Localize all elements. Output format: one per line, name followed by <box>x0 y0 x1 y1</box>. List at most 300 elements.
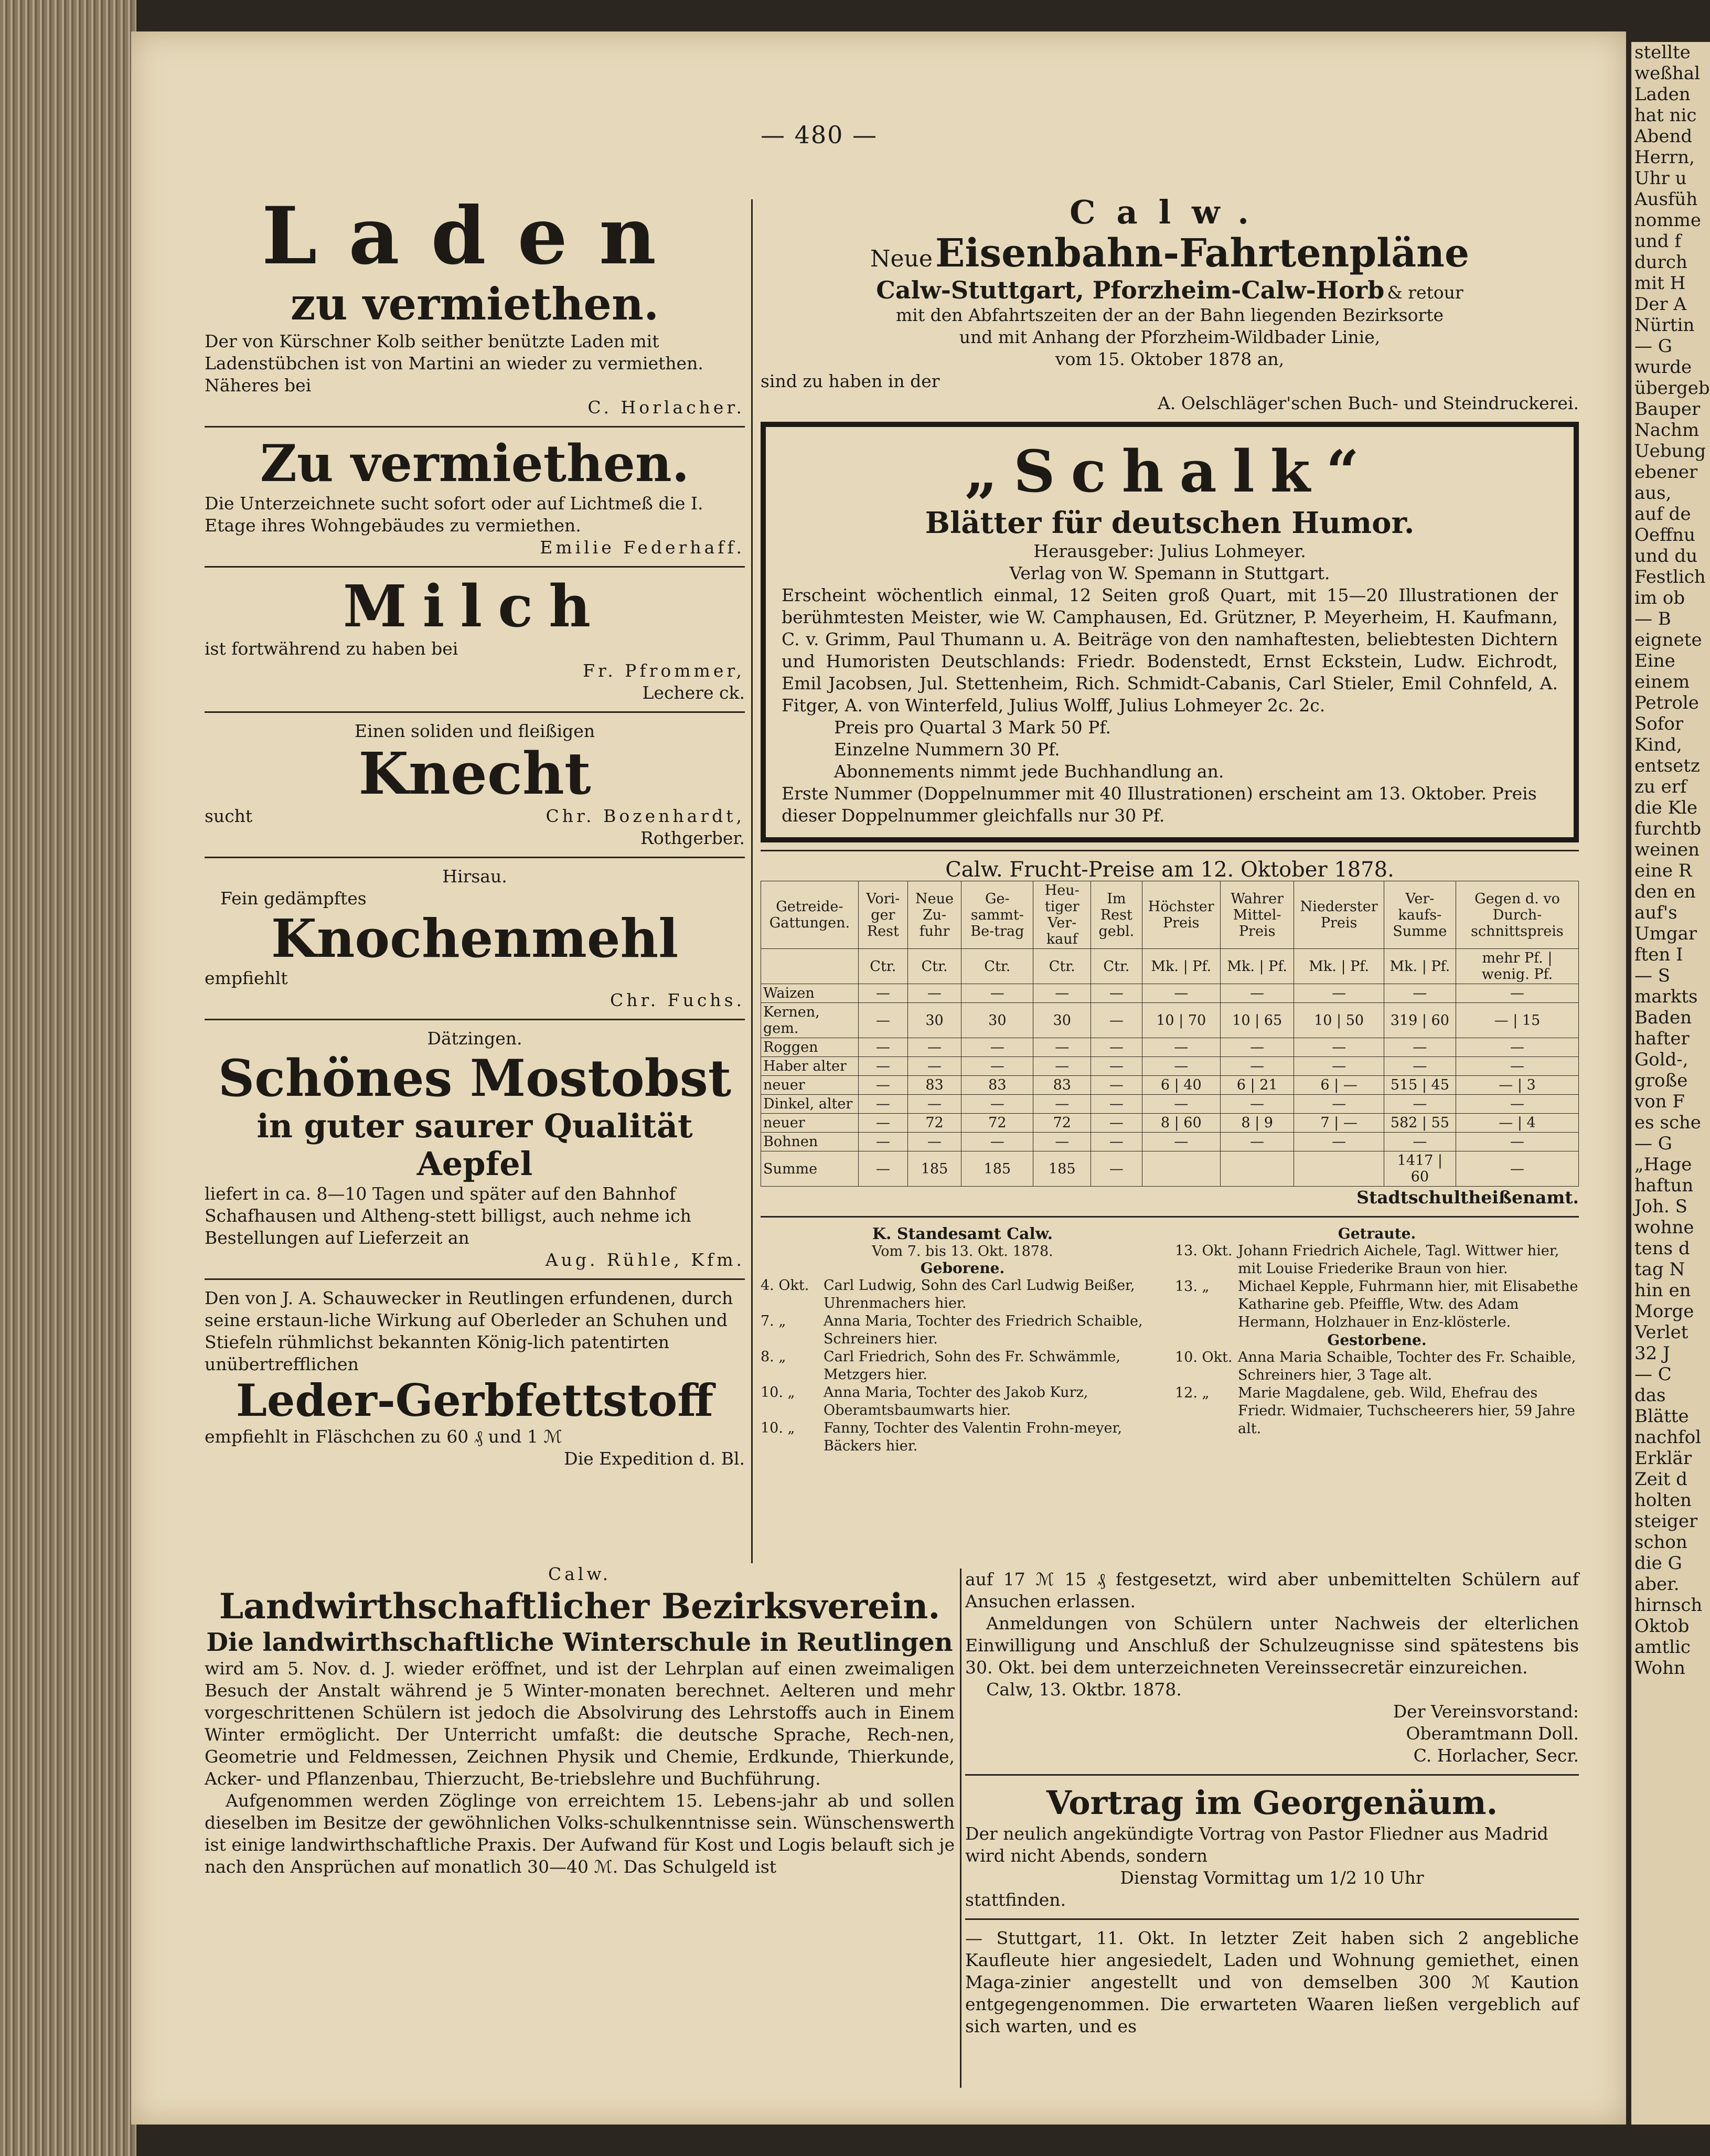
next-page-word: das <box>1634 1385 1666 1406</box>
stuttgart-text: — Stuttgart, 11. Okt. In letzter Zeit haben sich 2 angebliche Kaufleute hier angesiedelt, Laden und Wohnung gemiethet, einen Maga-zinier angestellt und von demselben 300 ℳ Kaution entgegengenommen. Die erwarteten Waaren ließen vergeblich auf sich warten, und es <box>965 1928 1579 2036</box>
ad-milch-sign2: Lechere ck. <box>642 682 745 703</box>
next-page-word: markts <box>1634 986 1698 1007</box>
divider <box>761 1216 1579 1218</box>
table-unit-cell: Ctr. <box>858 949 907 984</box>
table-cell: — <box>907 1095 961 1114</box>
next-page-word: furchtb <box>1634 818 1702 839</box>
winter-r2: Anmeldungen von Schülern unter Nachweis der elterlichen Einwilligung und Anschluß der Schulzeugnisse sind spätestens bis 30. Okt. bei dem unterzeichneten Vereinssecretär einzureichen. <box>965 1613 1579 1678</box>
table-unit-cell: Mk. | Pf. <box>1384 949 1456 984</box>
table-row <box>761 1133 1579 1151</box>
table-header-cell: Neue Zu-fuhr <box>907 881 961 949</box>
ad-schalk-p3: Abonnements nimmt jede Buchhandlung an. <box>834 761 1224 782</box>
winter-sign2: C. Horlacher, Secr. <box>1413 1745 1579 1766</box>
ad-zuverm-title: Zu vermiethen. <box>260 434 690 493</box>
next-page-word: weßhal <box>1634 63 1700 84</box>
list-item-date: 10. Okt. <box>1175 1349 1233 1365</box>
list-item-date: 7. „ <box>761 1313 786 1329</box>
ad-zuverm-text: Die Unterzeichnete sucht sofort oder auf Lichtmeß die I. Etage ihres Wohngebäudes zu vermiethen. <box>205 493 703 536</box>
ad-schalk-subtitle: Blätter für deutschen Humor. <box>925 506 1415 540</box>
next-page-word: übergeb <box>1634 378 1710 399</box>
ad-fahrt-calw: Calw. <box>1070 193 1270 231</box>
table-cell: Roggen <box>761 1038 859 1057</box>
next-page-word: große <box>1634 1070 1688 1091</box>
list-item <box>761 1277 1164 1312</box>
table-cell: — <box>1091 1057 1142 1076</box>
next-page-word: eignete <box>1634 629 1702 650</box>
next-page-word: hafter <box>1634 1028 1690 1049</box>
ad-most-sub2: Aepfel <box>416 1145 533 1183</box>
table-cell: — <box>1294 1133 1384 1151</box>
next-page-word: Gold-, <box>1634 1049 1688 1070</box>
winter-date: Calw, 13. Oktbr. 1878. <box>986 1679 1182 1700</box>
ad-knecht-sucht: sucht <box>205 806 253 826</box>
table-header-row <box>761 881 1579 949</box>
table-row <box>761 1076 1579 1095</box>
column-divider <box>751 199 753 1563</box>
table-header-cell: Im Rest gebl. <box>1091 881 1142 949</box>
next-page-fragment <box>1631 42 1710 2125</box>
table-row <box>761 1003 1579 1038</box>
table-cell: 8 | 60 <box>1142 1114 1220 1133</box>
table-unit-cell: Ctr. <box>907 949 961 984</box>
ad-knecht-pre: Einen soliden und fleißigen <box>354 721 595 741</box>
table-cell: — <box>1033 1133 1091 1151</box>
table-cell: — <box>1456 1095 1578 1114</box>
table-cell: — <box>907 984 961 1003</box>
table-cell: — <box>907 1133 961 1151</box>
book-page-edges <box>0 0 136 2156</box>
table-cell: Bohnen <box>761 1133 859 1151</box>
next-page-word: Zeit d <box>1634 1469 1687 1490</box>
table-cell: 515 | 45 <box>1384 1076 1456 1095</box>
vortrag-text: Der neulich angekündigte Vortrag von Pastor Fliedner aus Madrid wird nicht Abends, sondern <box>965 1823 1548 1866</box>
table-cell: Dinkel, alter <box>761 1095 859 1114</box>
stand-getraute: Getraute. <box>1338 1225 1416 1242</box>
table-cell: 83 <box>961 1076 1033 1095</box>
next-page-word: Bauper <box>1634 399 1701 420</box>
next-page-word: Nachm <box>1634 420 1700 441</box>
divider <box>205 1278 745 1280</box>
table-cell: 83 <box>1033 1076 1091 1095</box>
ad-schalk-verlag: Verlag von W. Spemann in Stuttgart. <box>1009 563 1330 583</box>
table-header-cell: Höchster Preis <box>1142 881 1220 949</box>
table-header-cell: Vori-ger Rest <box>858 881 907 949</box>
table-cell: — <box>1091 1151 1142 1187</box>
next-page-word: Oeffnu <box>1634 525 1695 546</box>
verein-calw: Calw. <box>548 1564 612 1584</box>
divider <box>761 850 1579 851</box>
ad-schalk-p2: Einzelne Nummern 30 Pf. <box>834 739 1060 760</box>
ad-knecht-title: Knecht <box>358 740 591 807</box>
ad-fahrt-line3: mit den Abfahrtszeiten der an der Bahn liegenden Bezirksorte <box>895 305 1444 325</box>
table-cell: 30 <box>1033 1003 1091 1038</box>
next-page-word: die G <box>1634 1553 1682 1574</box>
divider <box>205 426 745 428</box>
table-cell: — | 4 <box>1456 1114 1578 1133</box>
standesamt <box>761 1225 1579 1455</box>
table-cell <box>1142 1151 1220 1187</box>
table-cell: neuer <box>761 1076 859 1095</box>
next-page-word: Uhr u <box>1634 168 1687 189</box>
table-cell: — <box>1091 984 1142 1003</box>
list-item <box>761 1312 1164 1348</box>
table-cell: — <box>1033 1057 1091 1076</box>
table-row <box>761 1095 1579 1114</box>
table-cell: — <box>1142 1038 1220 1057</box>
table-cell: Summe <box>761 1151 859 1187</box>
ad-knochen-place: Hirsau. <box>442 866 507 887</box>
table-row <box>761 984 1579 1003</box>
table-unit-cell: Ctr. <box>1091 949 1142 984</box>
next-page-word: den en <box>1634 881 1696 902</box>
next-page-word: schon <box>1634 1532 1687 1553</box>
divider <box>205 1019 745 1020</box>
next-page-word: auf de <box>1634 504 1691 525</box>
next-page-word: Eine <box>1634 650 1675 671</box>
table-cell: 185 <box>961 1151 1033 1187</box>
table-cell: — <box>1384 1057 1456 1076</box>
next-page-word: im ob <box>1634 588 1685 609</box>
winter-p2: Aufgenommen werden Zöglinge von erreichtem 15. Lebens-jahr ab und sollen dieselben im Besitze der gewöhnlichen Volks-schulkenntnisse sein. Wünschenswerth ist einige landwirthschaftliche Praxis. Der Aufwand für Kost und Logis belauft sich je nach den Ansprüchen auf monatlich 30—40 ℳ. Das Schulgeld ist <box>205 1790 955 1877</box>
ad-schalk-p4: Erste Nummer (Doppelnummer mit 40 Illustrationen) erscheint am 13. Oktober. Preis dieser Doppelnummer gleichfalls nur 30 Pf. <box>782 783 1537 826</box>
next-page-word: einem <box>1634 671 1690 692</box>
next-page-word: Blätte <box>1634 1406 1689 1427</box>
next-page-word: durch <box>1634 252 1687 273</box>
next-page-word: mit H <box>1634 273 1686 294</box>
ad-laden-text: Der von Kürschner Kolb seither benützte Laden mit Ladenstübchen ist von Martini an wieder zu vermiethen. Näheres bei <box>205 331 703 396</box>
table-cell: 582 | 55 <box>1384 1114 1456 1133</box>
table-cell: — <box>1456 1038 1578 1057</box>
list-item-date: 10. „ <box>761 1384 795 1401</box>
ad-fahrt-line5: vom 15. Oktober 1878 an, <box>1055 349 1285 369</box>
table-cell: 7 | — <box>1294 1114 1384 1133</box>
next-page-word: Laden <box>1634 84 1691 105</box>
next-page-word: Nürtin <box>1634 315 1695 336</box>
ad-most-sub1: in guter saurer Qualität <box>256 1107 693 1145</box>
ad-most-sign: Aug. Rühle, Kfm. <box>545 1250 745 1270</box>
next-page-word: — S <box>1634 965 1671 986</box>
table-cell: — <box>1294 1095 1384 1114</box>
winter-sign1: Oberamtmann Doll. <box>1406 1723 1579 1744</box>
next-page-word: Abend <box>1634 126 1693 147</box>
ad-knecht-sign1: Chr. Bozenhardt, <box>546 806 745 826</box>
table-cell: — <box>1091 1114 1142 1133</box>
next-page-word: es sche <box>1634 1112 1701 1133</box>
next-page-word: wurde <box>1634 357 1692 378</box>
next-page-word: Uebung <box>1634 441 1706 462</box>
next-page-word: tens d <box>1634 1238 1690 1259</box>
divider <box>205 857 745 858</box>
next-page-word: ebener <box>1634 462 1698 483</box>
vortrag-title: Vortrag im Georgenäum. <box>1046 1784 1498 1822</box>
table-cell: — <box>1142 1133 1220 1151</box>
ad-fahrt-sign: A. Oelschläger'schen Buch- und Steindruckerei. <box>1157 393 1579 413</box>
frucht-title: Calw. Frucht-Preise am 12. Oktober 1878. <box>945 858 1394 882</box>
next-page-word: eine R <box>1634 860 1692 881</box>
ad-fahrt-title: Eisenbahn-Fahrtenpläne <box>935 231 1470 276</box>
next-page-word: zu erf <box>1634 776 1687 797</box>
next-page-word: entsetz <box>1634 755 1700 776</box>
list-item-text: Carl Ludwig, Sohn des Carl Ludwig Beißer, Uhrenmachers hier. <box>824 1277 1135 1311</box>
table-cell: — <box>1220 1095 1294 1114</box>
list-item-date: 4. Okt. <box>761 1277 809 1294</box>
table-row <box>761 1038 1579 1057</box>
table-cell: — <box>961 1095 1033 1114</box>
next-page-word: 32 J <box>1634 1343 1670 1364</box>
table-cell: — <box>858 1133 907 1151</box>
next-page-word: — B <box>1634 609 1671 629</box>
divider <box>965 1774 1579 1776</box>
table-units-row <box>761 949 1579 984</box>
ad-knochen-emp: empfiehlt <box>205 968 288 988</box>
ad-knecht-sign2: Rothgerber. <box>640 828 745 848</box>
table-cell: — <box>1033 1095 1091 1114</box>
next-page-word: steiger <box>1634 1511 1698 1532</box>
next-page-word: nachfol <box>1634 1427 1702 1448</box>
ad-zuverm-sign: Emilie Federhaff. <box>540 537 745 558</box>
stand-geborene: Geborene. <box>920 1260 1005 1277</box>
table-cell: 6 | 21 <box>1220 1076 1294 1095</box>
next-page-word: und du <box>1634 546 1698 567</box>
ad-fahrt-pre: Neue <box>870 246 933 272</box>
winter-title: Die landwirthschaftliche Winterschule in Reutlingen <box>206 1628 953 1657</box>
list-item-date: 10. „ <box>761 1420 795 1436</box>
table-cell: 319 | 60 <box>1384 1003 1456 1038</box>
ad-schalk-text: Erscheint wöchentlich einmal, 12 Seiten groß Quart, mit 15—20 Illustrationen der berühmtesten Meister, wie W. Camphausen, Ed. Grützner, P. Meyerheim, H. Kaufmann, C. v. Grimm, Paul Thumann u. A. Beiträge von den namhaftesten, beliebtesten Dichtern und Humoristen Deutschlands: Friedr. Bodenstedt, Ernst Eckstein, Ludw. Eichrodt, Emil Jacobsen, Jul. Stettenheim, Rich. Schmidt-Cabanis, Carl Stieler, Emil Cohnfeld, A. Fitger, A. von Winterfeld, Julius Wolff, Julius Lohmeyer 2c. 2c. <box>782 585 1558 716</box>
list-item-text: Carl Friedrich, Sohn des Fr. Schwämmle, Metzgers hier. <box>824 1349 1120 1383</box>
ad-knochen-pre: Fein gedämpftes <box>220 888 367 909</box>
ad-schalk-p1: Preis pro Quartal 3 Mark 50 Pf. <box>834 717 1111 738</box>
next-page-word: Herrn, <box>1634 147 1695 168</box>
table-cell: 72 <box>907 1114 961 1133</box>
table-cell: 10 | 65 <box>1220 1003 1294 1038</box>
table-cell: 30 <box>907 1003 961 1038</box>
table-cell: — <box>1384 1133 1456 1151</box>
ad-schalk-title: „Schalk“ <box>964 437 1375 505</box>
list-item-text: Anna Maria, Tochter des Friedrich Schaible, Schreiners hier. <box>824 1313 1143 1347</box>
next-page-word: amtlic <box>1634 1637 1691 1658</box>
table-cell: — <box>1294 1038 1384 1057</box>
vortrag-time: Dienstag Vormittag um 1/2 10 Uhr <box>1120 1867 1424 1888</box>
next-page-word: holten <box>1634 1490 1692 1511</box>
ad-milch-text: ist fortwährend zu haben bei <box>205 638 458 659</box>
table-unit-cell: mehr Pf. | wenig. Pf. <box>1456 949 1578 984</box>
ad-knochen-sign: Chr. Fuchs. <box>610 990 745 1010</box>
ad-fahrt-line6: sind zu haben in der <box>761 371 940 391</box>
next-page-word: — G <box>1634 336 1672 357</box>
list-item-text: Johann Friedrich Aichele, Tagl. Wittwer hier, mit Louise Friederike Braun von hier. <box>1238 1243 1559 1277</box>
table-cell <box>1220 1151 1294 1187</box>
table-cell: Kernen, gem. <box>761 1003 859 1038</box>
table-cell: — <box>1384 1038 1456 1057</box>
table-cell: — <box>1091 1133 1142 1151</box>
table-cell: — <box>858 1095 907 1114</box>
table-cell: neuer <box>761 1114 859 1133</box>
winter-p1: wird am 5. Nov. d. J. wieder eröffnet, und ist der Lehrplan auf einen zweimaligen Besuch der Anstalt während je 5 Winter-monaten berechnet. Aelteren und mehr vorgeschrittenen Schülern ist jedoch die Absolvirung des Lehrstoffs auch in Einem Winter ermöglicht. Der Unterricht umfaßt: die deutsche Sprache, Rech-nen, Geometrie und Feldmessen, Zeichnen Physik und Chemie, Erdkunde, Thierkunde, Acker- und Pflanzenbau, Thierzucht, Be-triebslehre und Buchführung. <box>205 1658 955 1789</box>
table-cell: — <box>1220 984 1294 1003</box>
table-cell: 72 <box>1033 1114 1091 1133</box>
next-page-word: Umgar <box>1634 923 1697 944</box>
next-page-word: hirnsch <box>1634 1595 1703 1616</box>
winter-r1: auf 17 ℳ 15 ₰ festgesetzt, wird aber unbemittelten Schülern auf Ansuchen erlassen. <box>965 1569 1579 1611</box>
next-page-word: Festlich <box>1634 567 1706 588</box>
table-unit-cell: Ctr. <box>961 949 1033 984</box>
next-page-word: die Kle <box>1634 797 1697 818</box>
next-page-word: hin en <box>1634 1280 1691 1301</box>
list-item-date: 13. Okt. <box>1175 1243 1233 1259</box>
stand-range: Vom 7. bis 13. Okt. 1878. <box>872 1243 1053 1260</box>
table-header-cell: Niederster Preis <box>1294 881 1384 949</box>
table-cell: — <box>1456 1133 1578 1151</box>
frucht-sign: Stadtschultheißenamt. <box>1356 1187 1579 1208</box>
ad-fahrt-line2: Calw-Stuttgart, Pforzheim-Calw-Horb <box>876 276 1385 304</box>
table-cell: — <box>1220 1038 1294 1057</box>
next-page-word: Der A <box>1634 294 1686 315</box>
table-cell: — <box>1220 1133 1294 1151</box>
table-cell: — <box>1142 1095 1220 1114</box>
table-cell: — <box>1384 1095 1456 1114</box>
table-cell: — <box>907 1038 961 1057</box>
table-cell: — <box>858 1003 907 1038</box>
table-header-cell: Heu-tiger Ver-kauf <box>1033 881 1091 949</box>
next-page-word: Sofor <box>1634 713 1684 734</box>
next-page-word: hat nic <box>1634 105 1697 126</box>
table-row <box>761 1057 1579 1076</box>
ad-knochen-title: Knochenmehl <box>271 908 679 969</box>
table-cell: — <box>1033 984 1091 1003</box>
ad-leder-emp: empfiehlt in Fläschchen zu 60 ₰ und 1 ℳ <box>205 1426 562 1447</box>
stand-title: K. Standesamt Calw. <box>872 1225 1053 1243</box>
list-item <box>1175 1384 1579 1438</box>
table-cell: — <box>858 1114 907 1133</box>
ad-fahrt-line4: und mit Anhang der Pforzheim-Wildbader Linie, <box>959 327 1381 347</box>
table-cell: — <box>1091 1095 1142 1114</box>
next-page-word: — G <box>1634 1133 1672 1154</box>
table-cell: 83 <box>907 1076 961 1095</box>
bottom-right-column <box>965 1568 1579 2037</box>
ad-most-text: liefert in ca. 8—10 Tagen und später auf den Bahnhof Schafhausen und Altheng-stett billigst, auch nehme ich Bestellungen auf Lieferzeit an <box>205 1183 691 1248</box>
next-page-word: aus, <box>1634 483 1672 504</box>
ad-milch-sign1: Fr. Pfrommer, <box>583 660 745 681</box>
divider <box>205 711 745 713</box>
list-item-date: 12. „ <box>1175 1385 1210 1401</box>
table-cell: — <box>1091 1076 1142 1095</box>
next-page-word: „Hage <box>1634 1154 1692 1175</box>
table-cell: — <box>858 1057 907 1076</box>
winter-vorstand: Der Vereinsvorstand: <box>1393 1701 1579 1722</box>
next-page-word: — C <box>1634 1364 1672 1385</box>
ad-fahrt-retour: & retour <box>1387 282 1463 303</box>
next-page-word: aber. <box>1634 1574 1680 1595</box>
table-cell: 6 | 40 <box>1142 1076 1220 1095</box>
table-cell: 6 | — <box>1294 1076 1384 1095</box>
list-item <box>761 1348 1164 1384</box>
table-cell: — <box>1142 1057 1220 1076</box>
next-page-word: Morge <box>1634 1301 1694 1322</box>
table-cell: Waizen <box>761 984 859 1003</box>
list-item <box>1175 1349 1579 1384</box>
table-header-cell: Getreide-Gattungen. <box>761 881 859 949</box>
table-cell: — <box>858 1038 907 1057</box>
table-cell: — <box>961 1133 1033 1151</box>
table-cell: — <box>1294 1057 1384 1076</box>
ad-milch-title: Milch <box>343 572 607 640</box>
ad-laden-subtitle: zu vermiethen. <box>290 278 659 330</box>
list-item <box>761 1419 1164 1455</box>
list-item-text: Michael Kepple, Fuhrmann hier, mit Elisabethe Katharine geb. Pfeiffle, Wtw. des Adam Hermann, Holzhauer in Enz-klösterle. <box>1238 1278 1578 1330</box>
ad-schalk-box <box>761 422 1579 842</box>
table-cell: — | 3 <box>1456 1076 1578 1095</box>
left-column <box>205 190 745 1470</box>
ad-leder-text: Den von J. A. Schauwecker in Reutlingen erfundenen, durch seine erstaun-liche Wirkung auf Oberleder an Schuhen und Stiefeln rühmlichst bekannten König-lich patentirten unübertrefflichen <box>205 1288 733 1374</box>
right-column <box>761 194 1579 1455</box>
table-header-cell: Wahrer Mittel-Preis <box>1220 881 1294 949</box>
next-page-word: Petrole <box>1634 692 1699 713</box>
frucht-price-table <box>761 881 1579 1187</box>
ad-most-title: Schönes Mostobst <box>218 1049 732 1108</box>
ad-schalk-hrsg: Herausgeber: Julius Lohmeyer. <box>1033 541 1306 561</box>
table-row <box>761 1151 1579 1187</box>
table-cell: — <box>1220 1057 1294 1076</box>
list-item <box>1175 1278 1579 1331</box>
table-header-cell: Gegen d. vo Durch-schnittspreis <box>1456 881 1578 949</box>
table-cell: — <box>1091 1003 1142 1038</box>
table-cell: — | 15 <box>1456 1003 1578 1038</box>
table-row <box>761 1114 1579 1133</box>
next-page-word: nomme <box>1634 210 1701 231</box>
list-item-text: Fanny, Tochter des Valentin Frohn-meyer, Bäckers hier. <box>824 1420 1123 1454</box>
table-unit-cell: Mk. | Pf. <box>1220 949 1294 984</box>
table-cell: 8 | 9 <box>1220 1114 1294 1133</box>
table-cell: — <box>961 984 1033 1003</box>
table-cell: — <box>961 1057 1033 1076</box>
table-cell: — <box>858 1151 907 1187</box>
next-page-word: Ausfüh <box>1634 189 1698 210</box>
next-page-word: stellte <box>1634 42 1691 63</box>
verein-title: Landwirthschaftlicher Bezirksverein. <box>219 1586 940 1627</box>
next-page-word: Joh. S <box>1634 1196 1687 1217</box>
ad-most-place: Dätzingen. <box>427 1028 522 1049</box>
ad-leder-title: Leder-Gerbfettstoff <box>236 1374 714 1426</box>
next-page-word: weinen <box>1634 839 1700 860</box>
table-unit-cell: Mk. | Pf. <box>1142 949 1220 984</box>
table-cell: 185 <box>907 1151 961 1187</box>
list-item <box>1175 1242 1579 1278</box>
table-unit-cell: Ctr. <box>1033 949 1091 984</box>
next-page-word: Baden <box>1634 1007 1692 1028</box>
table-cell: 72 <box>961 1114 1033 1133</box>
table-cell: 10 | 70 <box>1142 1003 1220 1038</box>
table-cell: — <box>1384 984 1456 1003</box>
table-cell <box>1294 1151 1384 1187</box>
table-unit-cell: Mk. | Pf. <box>1294 949 1384 984</box>
next-page-word: und f <box>1634 231 1681 252</box>
table-cell: — <box>961 1038 1033 1057</box>
next-page-word: Verlet <box>1634 1322 1688 1343</box>
verein-article <box>205 1563 955 1878</box>
table-cell: Haber alter <box>761 1057 859 1076</box>
next-page-word: von F <box>1634 1091 1685 1112</box>
table-cell: — <box>1142 984 1220 1003</box>
list-item-date: 13. „ <box>1175 1278 1210 1295</box>
table-cell: — <box>907 1057 961 1076</box>
ad-laden-sign: C. Horlacher. <box>587 397 745 418</box>
table-cell: 185 <box>1033 1151 1091 1187</box>
table-header-cell: Ver-kaufs-Summe <box>1384 881 1456 949</box>
list-item-date: 8. „ <box>761 1349 786 1365</box>
table-cell: — <box>858 984 907 1003</box>
next-page-word: wohne <box>1634 1217 1694 1238</box>
